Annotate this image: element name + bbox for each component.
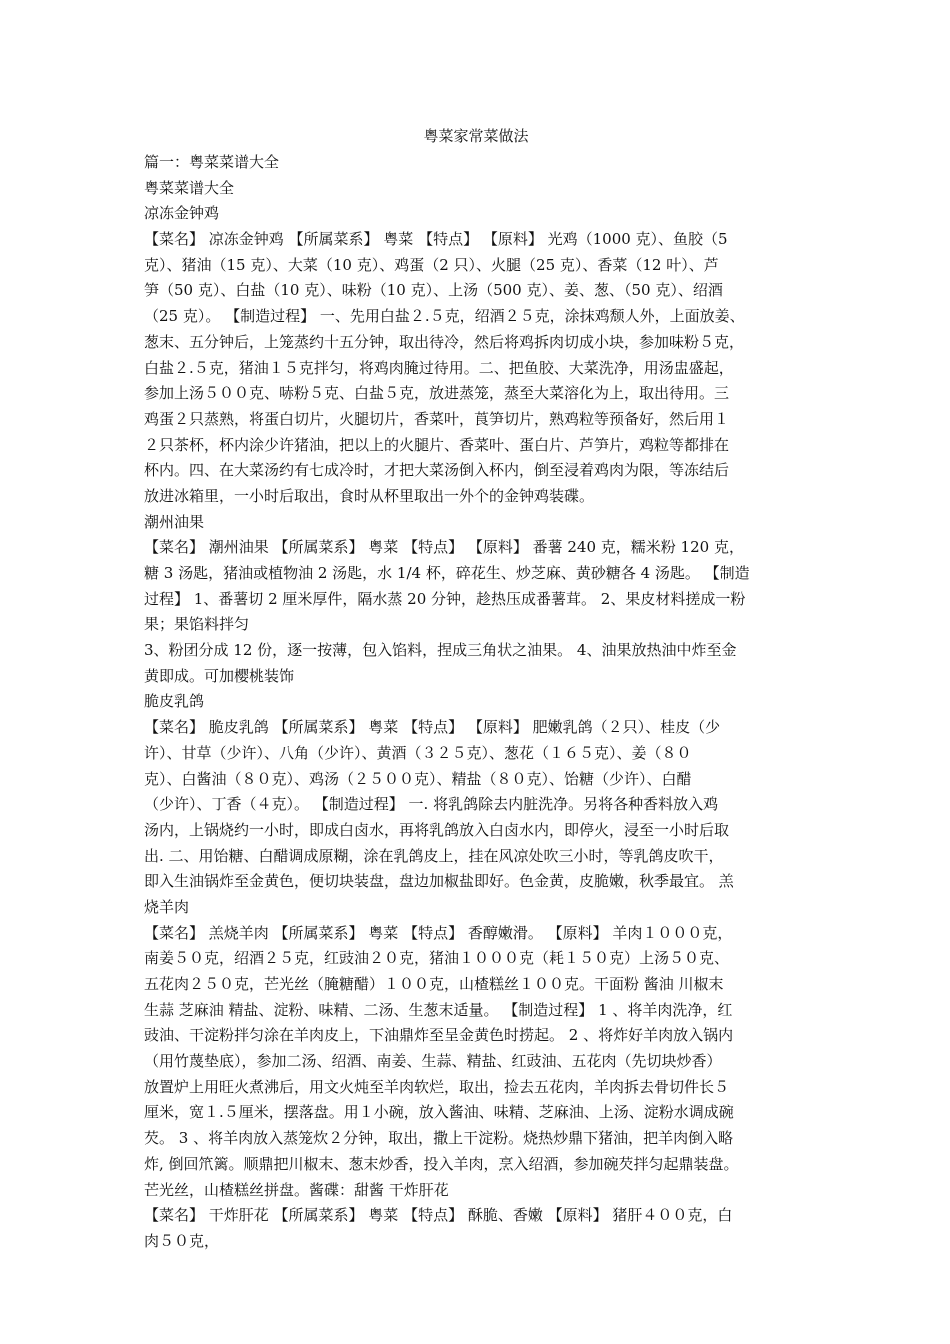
text-line: 鸡蛋２只蒸熟，将蛋白切片，火腿切片，香菜叶，莨笋切片，熟鸡粒等预备好，然后用１	[144, 409, 730, 428]
text-line: 脆皮乳鸽	[144, 692, 205, 711]
text-line: 笋（50 克）、白盐（10 克）、味粉（10 克）、上汤（500 克）、姜、葱、（50 克）、绍酒	[144, 281, 723, 300]
text-line: 粤菜菜谱大全	[144, 178, 235, 197]
document-body	[144, 150, 808, 1255]
text-line: 即入生油锅炸至金黄色，便切块装盘，盘边加椒盐即好。色金黄，皮脆嫩，秋季最宜。 羔	[144, 872, 734, 891]
text-line: 潮州油果	[144, 512, 205, 531]
text-line: 许）、甘草（少许）、八角（少许）、黄酒（３２５克）、葱花（１６５克）、姜（８０	[144, 743, 692, 762]
text-line: 放进冰箱里，一小时后取出，食时从杯里取出一外个的金钟鸡装碟。	[144, 486, 595, 505]
text-line: （少许）、丁香（４克）。 【制造过程】 一. 将乳鸽除去内脏洗净。另将各种香料放入鸡	[144, 795, 719, 814]
text-line: 【菜名】 凉冻金钟鸡 【所属菜系】 粤菜 【特点】 【原料】 光鸡（1000 克）、鱼胶（5	[144, 230, 728, 249]
text-line: 糖 3 汤匙，猪油或植物油 2 汤匙，水 1/4 杯，碎花生、炒芝麻、黄砂糖各 4 汤匙。 【制造	[144, 564, 750, 582]
text-line: 3、粉团分成 12 份，逐一按薄，包入馅料，捏成三角状之油果。 4、油果放热油中炸至金	[144, 641, 737, 660]
text-line: 过程】 1、番薯切 2 厘米厚件，隔水蒸 20 分钟，趁热压成番薯茸。 2、果皮材料搓成一粉	[144, 589, 746, 608]
text-line: 放置炉上用旺火煮沸后，用文火炖至羊肉软烂，取出，捡去五花肉，羊肉拆去骨切件长５	[144, 1077, 730, 1096]
text-line: 烧羊肉	[144, 897, 190, 916]
text-line: 肉５０克，	[144, 1231, 220, 1250]
text-line: 参加上汤５００克、哧粉５克、白盐５克，放进蒸笼，蒸至大菜溶化为上，取出待用。三	[144, 384, 730, 403]
text-line: 炸, 倒回笊篱。顺鼎把川椒末、葱末炒香，投入羊肉，烹入绍酒，参加碗芡拌匀起鼎装盘。	[144, 1154, 739, 1173]
text-line: 克）、白酱油（８０克）、鸡汤（２５００克）、精盐（８０克）、饴糖（少许）、白醋	[144, 769, 692, 788]
text-line: 芡。 3 、将羊肉放入蒸笼炊２分钟，取出，撒上干淀粉。烧热炒鼎下猪油，把羊肉倒入略	[144, 1129, 734, 1148]
document-title: 粤菜家常菜做法	[423, 127, 529, 145]
text-line: 葱末、五分钟后，上笼蒸约十五分钟，取出待冷，然后将鸡拆肉切成小块，参加味粉５克，	[144, 332, 745, 351]
text-line: 白盐２.５克，猪油１５克拌匀，将鸡肉腌过待用。二、把鱼胶、大菜洗净，用汤盅盛起，	[144, 358, 734, 377]
text-line: 五花肉２５０克，芒光丝（腌糖醋）１００克，山楂糕丝１００克。干面粉 酱油 川椒末	[144, 975, 724, 993]
text-line: 汤内，上锅烧约一小时，即成白卤水，再将乳鸽放入白卤水内，即停火，浸至一小时后取	[144, 820, 730, 839]
text-line: 生蒜 芝麻油 精盐、淀粉、味精、二汤、生葱末适量。 【制造过程】 1 、将羊肉洗净，红	[144, 1000, 733, 1019]
text-line: 【菜名】 干炸肝花 【所属菜系】 粤菜 【特点】 酥脆、香嫩 【原料】 猪肝４００克，白	[144, 1206, 733, 1225]
text-line: 杯内。四、在大菜汤约有七成冷时，才把大菜汤倒入杯内，倒至浸着鸡肉为限，等冻结后	[144, 461, 730, 480]
text-line: （用竹蔑垫底），参加二汤、绍酒、南姜、生蒜、精盐、红豉油、五花肉（先切块炒香）	[144, 1052, 722, 1071]
text-line: 豉油、干淀粉拌匀涂在羊肉皮上，下油鼎炸至呈金黄色时捞起。 2 、将炸好羊肉放入锅内	[144, 1026, 734, 1045]
text-line: 果；果馅料拌匀	[144, 615, 250, 634]
text-line: 凉冻金钟鸡	[144, 204, 220, 223]
text-line: 篇一：粤菜菜谱大全	[144, 153, 280, 171]
text-line: 南姜５０克，绍酒２５克，红豉油２０克，猪油１０００克（耗１５０克）上汤５０克、	[144, 949, 730, 968]
text-line: （25 克）。 【制造过程】 一、先用白盐２.５克，绍酒２５克，涂抹鸡颓人外，上面放姜、	[144, 307, 745, 326]
text-line: 厘米，宽１.５厘米，摆落盘。用１小碗，放入酱油、味精、芝麻油、上汤、淀粉水调成碗	[144, 1103, 734, 1122]
text-line: 【菜名】 羔烧羊肉 【所属菜系】 粤菜 【特点】 香醇嫩滑。 【原料】 羊肉１０００克，	[144, 923, 733, 942]
text-line: 出. 二、用饴糖、白醋调成原糊，涂在乳鸽皮上，挂在风凉处吹三小时，等乳鸽皮吹干，	[144, 846, 724, 865]
text-line: 【菜名】 脆皮乳鸽 【所属菜系】 粤菜 【特点】 【原料】 肥嫩乳鸽（２只）、桂皮（少	[144, 718, 721, 737]
text-line: ２只茶杯，杯内涂少许猪油，把以上的火腿片、香菜叶、蛋白片、芦笋片，鸡粒等都排在	[144, 435, 730, 454]
text-line: 克）、猪油（15 克）、大菜（10 克）、鸡蛋（2 只）、火腿（25 克）、香菜（12 叶）、芦	[144, 255, 719, 274]
text-line: 黄即成。可加樱桃装饰	[144, 666, 295, 685]
text-line: 【菜名】 潮州油果 【所属菜系】 粤菜 【特点】 【原料】 番薯 240 克，糯米粉 120 克，	[144, 538, 744, 557]
text-line: 芒光丝，山楂糕丝拼盘。酱碟：甜酱 干炸肝花	[144, 1180, 449, 1199]
